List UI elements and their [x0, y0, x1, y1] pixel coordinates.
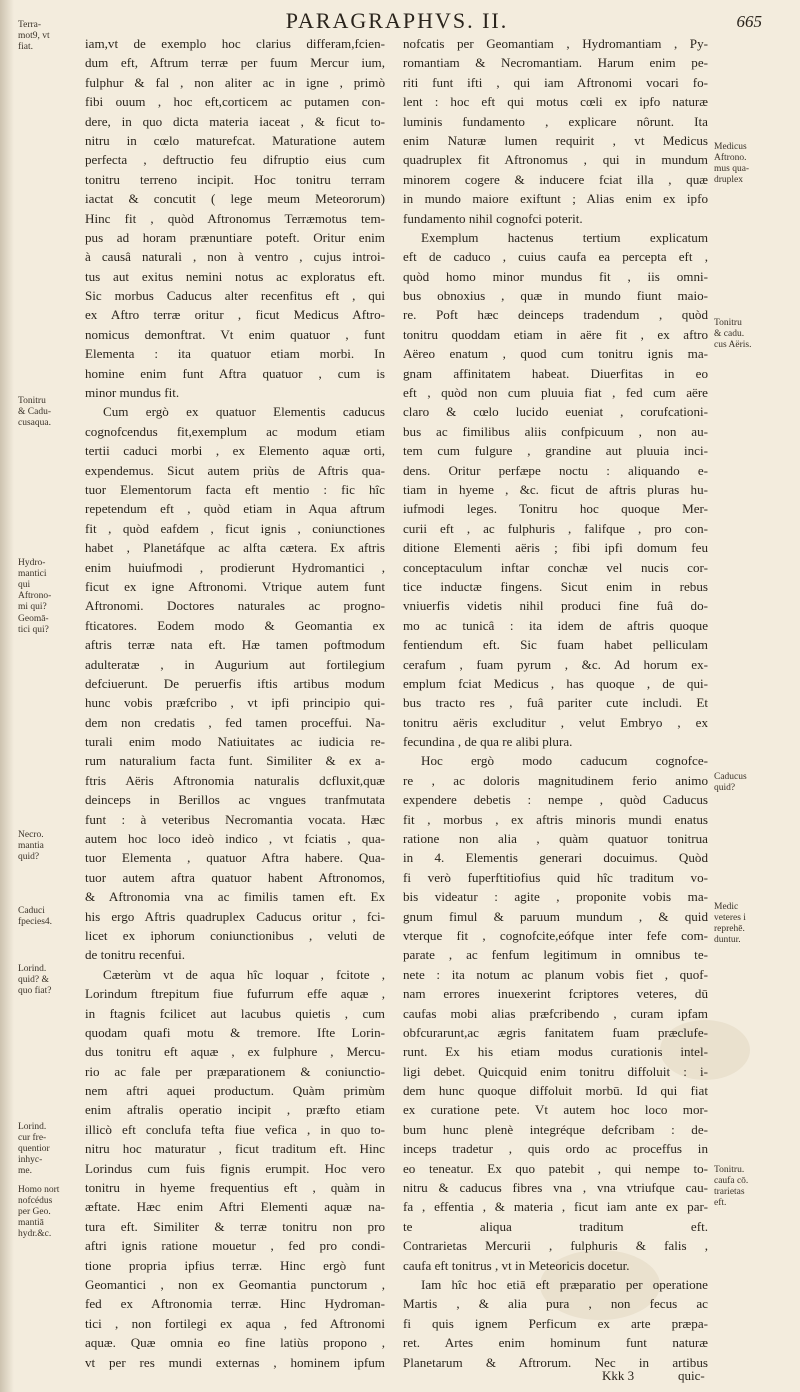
text-line: expendere debetis : nempe , quòd Caducus: [403, 792, 708, 808]
catchword: quic-: [678, 1368, 705, 1383]
text-line: parate , ac fenfum legitimum in omnibus te-: [403, 947, 708, 963]
text-line: bus obnoxius , quæ in mundo fiunt maio-: [403, 288, 708, 304]
margin-note-line: cur fre-: [18, 1133, 47, 1143]
text-line: nitru in cœlo maturefcat. Maturatione autem: [85, 132, 385, 148]
text-line: eft , quòd non cum pluuia fiat , fed cum aëre: [403, 385, 708, 401]
text-line: claro & cœlo lucido eueniat , corufcationi-: [403, 404, 708, 420]
text-line: à causâ naturali , non à ventro , cujus introi-: [85, 249, 385, 265]
text-line: dum eft, Aftrum terræ per fuum Mercur ium,: [85, 55, 385, 71]
text-line: adulteratæ , in Augurium aut fortilegium: [85, 656, 385, 672]
text-line: Geomantici , non ex Geomantia punctorum ,: [85, 1277, 385, 1292]
text-line: fit , morbus , ex aftris minoris mundi enatus: [403, 811, 708, 827]
left-text-column: [85, 34, 385, 1372]
margin-note-line: Caduci: [18, 906, 45, 916]
margin-note-line: quid? &: [18, 975, 49, 985]
margin-note-line: Tonitru.: [714, 1165, 745, 1175]
text-line: minorem cogere & inducere fciat illa , quæ: [403, 171, 708, 187]
margin-note-line: reprehē.: [714, 924, 745, 934]
margin-note-line: quid?: [714, 783, 736, 793]
margin-note-line: per Geo.: [18, 1207, 51, 1217]
text-line: ex Aftro terræ oritur , ficut Medicus Aftro-: [85, 307, 385, 323]
margin-note-line: mi qui?: [18, 602, 47, 612]
text-line: hunc vobis præfcribo , vt ipfi principio qui-: [85, 695, 385, 711]
text-line: ficut ex igne Aftronomi. Vtrique autem funt: [85, 578, 385, 594]
text-line: tione propria ipfius terræ. Hinc ergò funt: [85, 1257, 385, 1273]
text-line: Aëreo enatum , quod cum tonitru ignis ma-: [403, 346, 708, 362]
text-line: Contrarietas Mercurii , fulphuris & falis ,: [403, 1238, 708, 1254]
margin-note-line: quentior: [18, 1144, 50, 1154]
margin-note-hydromantici: [18, 558, 80, 613]
margin-note-line: cus Aëris.: [714, 340, 752, 350]
margin-note-tonitru-caducus-aeris: [714, 318, 784, 351]
text-line: tus aut exitus nemini notus ac exploratus eft.: [85, 268, 385, 284]
margin-note-line: Necro.: [18, 830, 44, 840]
margin-note-line: mus qua-: [714, 164, 750, 174]
text-line: fi verò fuperftitiofius quid hîc traditum vo-: [403, 869, 708, 885]
text-line: fit , quòd eafdem , ficut ignis , coniunctiones: [85, 520, 385, 536]
text-line: enim aftralis operatio incipit , præfto etiam: [85, 1102, 385, 1118]
text-line: tici , non fortilegi ex aqua , fed Aftronomi: [85, 1315, 385, 1331]
text-line: bus tracto res , fuâ pariter cute includi. Et: [403, 695, 708, 711]
margin-note-line: Tonitru: [18, 396, 46, 406]
text-line: riti funt ifti , qui iam Aftronomi vocari fo-: [403, 74, 708, 90]
text-line: vt per res mundi externas , hominem ipfum: [85, 1354, 385, 1370]
text-line: emplum fciat Medicus , has quoque , de qui-: [403, 675, 708, 691]
text-line: nam errores inuexerint fcriptores veteres, dū: [403, 986, 708, 1002]
text-line: his ergo Aftris quadruplex Caducus oritur , fci-: [85, 908, 385, 924]
margin-note-line: veteres i: [714, 913, 746, 923]
text-line: lent : hoc eft qui motus cœli ex ipfo naturæ: [403, 94, 708, 110]
text-line: ditione Elementi aëris ; fibi ipfi domum feu: [403, 540, 708, 556]
text-line: tonitru terreno incipit. Hoc tonitru terram: [85, 171, 385, 187]
text-line: repetendum eft , quòd etiam in Aqua aftrum: [85, 501, 385, 517]
margin-note-line: inhyc-: [18, 1155, 43, 1165]
text-line: ret. Artes enim hominum funt naturæ: [403, 1335, 708, 1351]
margin-note-line: Lorind.: [18, 1122, 47, 1132]
text-line: tura eft. Similiter & terræ tonitru non pro: [85, 1218, 385, 1234]
page-number: 665: [736, 12, 762, 31]
right-text-column: [403, 34, 708, 1372]
text-line: funt : à veteribus Necromantia vocata. Hæc: [85, 811, 385, 827]
text-line: dere, in quo dicta materia iaceat , & ficut to-: [85, 113, 385, 129]
margin-note-line: & cadu.: [714, 329, 745, 339]
margin-note-line: Terra-: [18, 20, 42, 30]
text-line: ligi debet. Quicquid enim tonitru diffoluit : i-: [403, 1063, 708, 1079]
margin-note-homo-noscendus: [18, 1185, 80, 1240]
margin-note-line: druplex: [714, 175, 744, 185]
text-line: cerafum , fuam pyrum , &c. Ad horum ex-: [403, 656, 708, 672]
text-line: licet ex iphorum coniunctionibus , veluti de: [85, 927, 385, 943]
text-line: quòd homo minor mundus fit , iis omni-: [403, 268, 708, 284]
margin-note-line: caufa cō.: [714, 1176, 749, 1186]
text-line: tiam in hyeme , &c. ficut de aftris pluras hu-: [403, 481, 708, 497]
text-line: vterque fit , cognofcite,eófque inter fefe com-: [403, 927, 708, 943]
text-line: Elementa : ita quatuor etiam morbi. In: [85, 346, 385, 362]
margin-note-line: hydr.&c.: [18, 1229, 52, 1239]
running-head: PARAGRAPHVS. II.: [285, 8, 509, 33]
text-line: luminis fundamento , explicare nôrunt. Ita: [403, 113, 708, 129]
text-line: romantiam & Necromantiam. Harum enim pe-: [403, 55, 708, 71]
margin-note-line: & Cadu-: [18, 407, 51, 417]
text-line: fentiendum eft. Sic fuam habet pelliculam: [403, 637, 708, 653]
margin-note-tonitru-caducus: [18, 396, 80, 429]
text-line: curii eft , ac fulphuris , falifque , pro con-: [403, 520, 708, 536]
text-line: dem non credatis , fed tamen proceffui. Na-: [85, 714, 385, 730]
text-line: re. Poft hæc deinceps tradendum , quòd: [403, 307, 708, 323]
text-line: Lorindus cum fuis fignis erumpit. Hoc vero: [85, 1160, 385, 1176]
text-line: eo teneatur. Ex quo patebit , qui nempe to-: [403, 1160, 708, 1176]
text-line: ftris Aëris Aftronomia naturalis dcfluxit,quæ: [85, 772, 385, 788]
text-line: fecundina , de qua re alibi plura.: [403, 734, 573, 750]
text-line: nofcatis per Geomantiam , Hydromantiam , Py-: [403, 36, 708, 51]
text-line: bis videatur : agite , proponite vobis ma-: [403, 889, 708, 905]
text-line: gnum fimul & paruum mundum , & quid: [403, 908, 708, 924]
margin-note-medicus-astronomus: [714, 142, 784, 186]
text-line: re , ac doloris magnitudinem ferio animo: [403, 772, 708, 788]
text-line: obfcurarunt,ac ægris fanitatem fuam præclufe-: [403, 1024, 708, 1040]
margin-note-line: nofcédus: [18, 1196, 53, 1206]
text-line: tuor Elementa , quatuor Aftra habere. Qua-: [85, 850, 385, 866]
text-line: ratione non alia , quàm quatuor tonitrua: [403, 831, 708, 847]
text-line: expendemus. Sicut autem priùs de Aftris qua-: [85, 462, 385, 478]
text-line: dus tonitru eft aquæ , ex fulphure , Mercu-: [85, 1044, 385, 1060]
text-line: tonitru in hyeme frequentius eft , quàm in: [85, 1180, 385, 1196]
text-line: te aliqua traditum eft.: [403, 1218, 708, 1234]
margin-note-line: mot9, vt: [18, 31, 50, 41]
margin-note-line: Aftrono-: [18, 591, 52, 601]
text-line: æftate. Hæc enim Aftri Elementi aquæ na-: [85, 1199, 385, 1215]
text-line: aftri ignis ratione mouetur , fed pro condi-: [85, 1238, 385, 1254]
text-line: autem hoc loco ideò indico , vt fciatis , qua-: [85, 831, 385, 847]
text-line: rum naturalium facta funt. Similiter & ex a-: [85, 753, 385, 769]
gutter-shadow: [0, 0, 14, 1392]
margin-note-line: quo fiat?: [18, 986, 52, 996]
text-line: enim huiufmodi , prodierunt Hydromantici ,: [85, 559, 385, 575]
text-line: fa , effentia , & materia , ficut iam ante ex par-: [403, 1199, 708, 1215]
text-line: quadruplex fit Aftronomus , qui in mundum: [403, 152, 708, 168]
margin-note-tonitrus-mot: [18, 20, 80, 53]
margin-note-line: eft.: [714, 1198, 727, 1208]
text-line: Planetarum & Aftrorum. Nec in artibus: [403, 1354, 708, 1370]
text-line: illicò eft conclufa tefta fiue vefica , in quo to-: [85, 1121, 385, 1137]
text-line: eft de caduco , cuius caufa ea percepta eft ,: [403, 249, 708, 265]
text-line: fulphur & fal , non aliter ac in igne , primò: [85, 74, 385, 90]
margin-note-necromantia: [18, 830, 80, 863]
text-line: tem cum fulgure , grandine aut pluuia inci-: [403, 443, 708, 459]
text-line: deinceps in Berillos ac vngues tranfmutata: [85, 792, 385, 808]
text-line: fi quis ignem Perficum ex arte præpa-: [403, 1315, 708, 1331]
text-line: aquæ. Quæ omnia eo fine latiùs propono ,: [85, 1335, 385, 1351]
text-line: fibi ouum , hoc eft,corticem ac putamen con-: [85, 94, 385, 110]
text-line: runt. Ex his etiam modus curationis intel-: [403, 1044, 708, 1060]
margin-note-line: trarietas: [714, 1187, 745, 1197]
margin-note-line: mantici: [18, 569, 47, 579]
text-line: bus ac fimilibus aliis confpicuum , non au-: [403, 423, 708, 439]
text-line: Iam hîc hoc etiā eft præparatio per operatione: [421, 1277, 708, 1292]
margin-note-line: fpecies4.: [18, 917, 53, 927]
text-line: nomicus demonftrat. Vt enim quatuor , funt: [85, 326, 385, 342]
margin-note-line: qui: [18, 580, 31, 590]
text-line: ex curatione pete. Vt autem hoc loco mor-: [403, 1102, 708, 1118]
text-line: caufas mobi alias præfcribendo , curam ipfam: [403, 1005, 708, 1021]
text-line: Martis , & alia pura , non fecus ac: [403, 1296, 708, 1312]
text-line: nem aftri aquei productum. Quàm primùm: [85, 1083, 385, 1099]
margin-note-tonitru-causa: [714, 1165, 784, 1209]
margin-note-lorind-frequentior: [18, 1122, 80, 1177]
margin-note-line: cusaqua.: [18, 418, 51, 428]
text-line: turali enim modo Natiuitates ac iudicia re-: [85, 734, 385, 750]
text-line: caufa eft tonitrus , vt in Meteoricis docetur.: [403, 1257, 630, 1273]
text-line: Lorindum ftrepitum fiue fufurrum effe aquæ ,: [85, 986, 385, 1002]
text-line: de tonitru recenfui.: [85, 947, 185, 963]
text-line: in 4. Elementis generari docuimus. Quòd: [403, 850, 708, 866]
text-line: bum hunc plenè integréque defcribam : de-: [403, 1121, 708, 1137]
margin-note-line: Medic: [714, 902, 739, 912]
margin-note-line: Aftrono.: [714, 153, 747, 163]
margin-note-line: mantia: [18, 841, 44, 851]
text-line: tonitru aëris excluditur , velut Embryo , ex: [403, 714, 708, 730]
text-line: iam,vt de exemplo hoc clarius differam,fcien-: [85, 36, 385, 51]
margin-note-caducus-quid: [714, 772, 784, 794]
text-line: fticatores. Eodem modo & Geomantia ex: [85, 617, 385, 633]
text-line: Exemplum hactenus tertium explicatum: [421, 229, 708, 245]
text-line: tuor Elementorum facta eft mentio : fic hîc: [85, 481, 385, 497]
margin-note-line: Homo nort: [18, 1185, 60, 1195]
margin-note-geomantici: [18, 614, 80, 636]
text-line: Aftronomi. Doctores naturales ac progno-: [85, 598, 385, 614]
text-line: nitru & caducus fibres vna , vna vtriufque cau-: [403, 1180, 708, 1196]
margin-note-line: Caducus: [714, 772, 747, 782]
text-line: homine enim funt Aftra quatuor , cum is: [85, 365, 385, 381]
margin-note-lorind-quid: [18, 964, 80, 997]
margin-note-line: Geomā-: [18, 614, 49, 624]
text-line: tonitru quoddam etiam in aëre fit , ex aftro: [403, 326, 708, 342]
text-line: iactat & concutit ( lege meum Meteororum): [85, 191, 385, 207]
text-line: Hoc ergò modo caducum cognofce-: [421, 753, 708, 769]
margin-note-line: mantiā: [18, 1218, 44, 1228]
text-line: pus ad horam prænuntiare poteft. Oritur enim: [85, 229, 385, 245]
text-line: perfecta , deftructio feu difruptio eius cum: [85, 152, 385, 168]
text-line: iufmodi leges. Tonitru hoc quoque Mer-: [403, 501, 708, 517]
signature-mark: Kkk 3: [602, 1368, 635, 1383]
text-line: in mundo maiore exiftunt ; Alias enim ex ipfo: [403, 191, 708, 207]
text-line: quodam quafi motu & tremore. Ifte Lorin-: [85, 1024, 385, 1040]
text-line: aftris terræ nata eft. Hæ tamen poftmodum: [85, 637, 385, 653]
text-line: & Aftronomia vna ac fimilis tamen eft. Ex: [85, 889, 385, 905]
text-line: vniuerfis videtis nihil produci fine fuâ do-: [403, 598, 708, 614]
text-line: fed ex Aftronomia terræ. Hinc Hydroman-: [85, 1296, 385, 1312]
text-line: conceptaculum inftar conchæ vel nucis cor-: [403, 559, 708, 575]
margin-note-line: Lorind.: [18, 964, 47, 974]
margin-note-line: Tonitru: [714, 318, 742, 328]
text-line: rio ac fale per præparationem & coniunctio-: [85, 1063, 385, 1079]
text-line: minor mundus fit.: [85, 385, 180, 401]
text-line: dens. Oritur perfæpe noctu : aliquando e-: [403, 462, 708, 478]
text-line: fundamento nihil cognofci poterit.: [403, 210, 583, 226]
text-line: nete : ita notum ac planum vobis fiet , quof-: [403, 966, 708, 982]
text-line: Hinc fit , quòd Aftronomus Terræmotus tem-: [85, 210, 385, 226]
margin-note-line: quid?: [18, 852, 40, 862]
text-line: Cum ergò ex quatuor Elementis caducus: [103, 404, 385, 420]
margin-note-line: fiat.: [18, 42, 34, 52]
text-line: defciuerunt. De peruerfis iftis artibus modum: [85, 675, 385, 691]
text-line: mo ac tunicâ : ita idem de aftris quoque: [403, 617, 708, 633]
margin-note-medici-veteres: [714, 902, 784, 946]
text-line: tice inductæ fingens. Sicut enim in rebus: [403, 578, 708, 594]
text-line: gnam affinitatem habeat. Diuerfitas in eo: [403, 365, 708, 381]
margin-note-line: Medicus: [714, 142, 747, 152]
margin-note-line: me.: [18, 1166, 32, 1176]
text-line: Cæterùm vt de aqua hîc loquar , fcitote ,: [103, 966, 385, 982]
text-line: cognofcendus fit,exemplum ac modum etiam: [85, 423, 385, 439]
text-line: in ftagnis fcilicet aut lacubus quietis , cum: [85, 1005, 385, 1021]
text-line: nitru hoc maturatur , ficut traditum eft. Hinc: [85, 1141, 385, 1157]
text-line: tuor autem aftra quatuor habent Aftronomos,: [85, 869, 385, 885]
text-line: dem hunc quoque diffoluit morbū. Id qui fiat: [403, 1083, 708, 1099]
margin-note-line: Hydro-: [18, 558, 46, 568]
margin-note-line: tici qui?: [18, 625, 49, 635]
text-line: Sic morbus Caducus alter recenfitus eft , qui: [85, 288, 385, 304]
margin-note-line: duntur.: [714, 935, 741, 945]
text-line: enim Naturæ lumen requirit , vt Medicus: [403, 132, 708, 148]
text-line: tertii caduci morbi , ex Elemento aquæ orti,: [85, 443, 385, 459]
text-line: inceps tradetur , quis ordo ac proceffus in: [403, 1141, 708, 1157]
margin-note-caduci-species: [18, 906, 80, 928]
text-line: habet , Planetáfque ac alfta cætera. Ex aftris: [85, 540, 385, 556]
